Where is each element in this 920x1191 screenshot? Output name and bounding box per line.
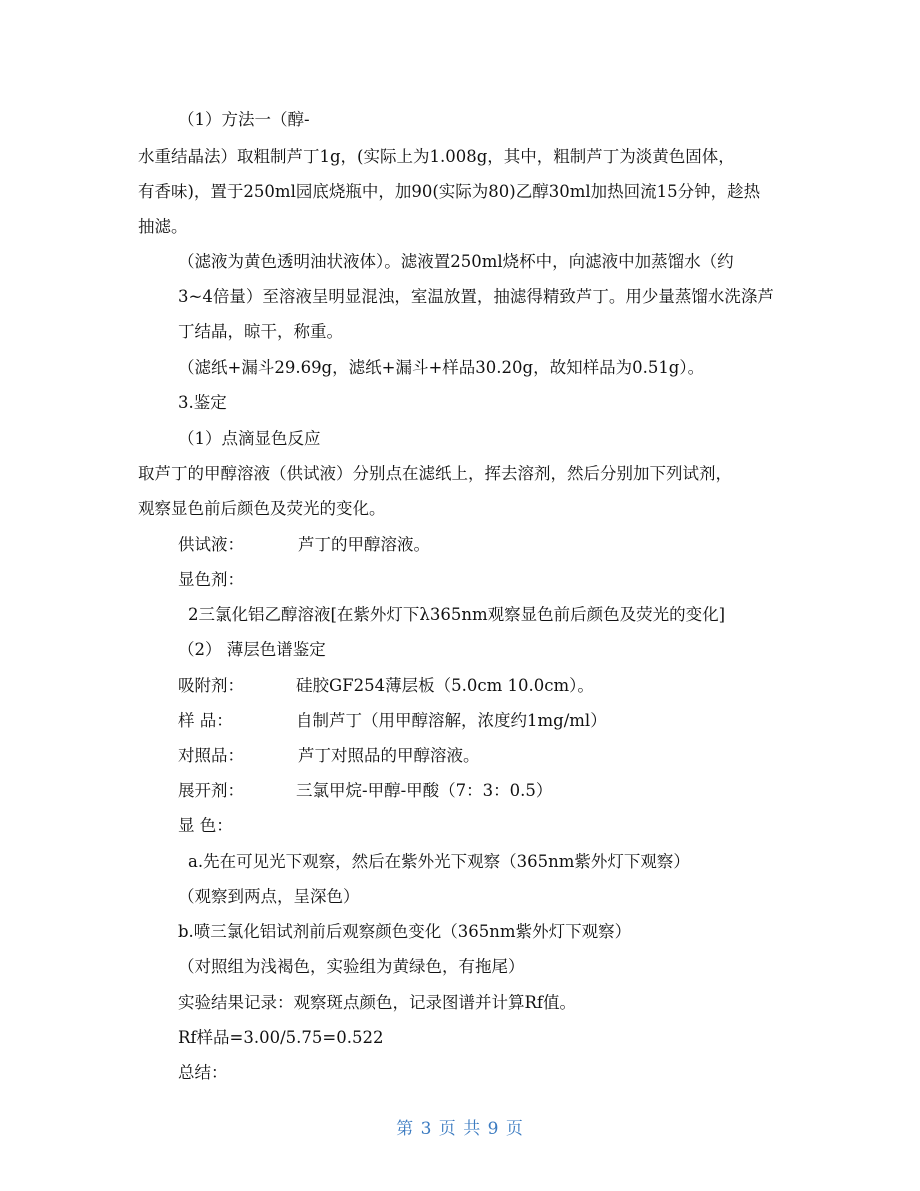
page-number-footer: 第 3 页 共 9 页 bbox=[396, 1119, 524, 1139]
sample-value: 自制芦丁（用甲醇溶解，浓度约1mg/ml） bbox=[296, 711, 607, 730]
paragraph-text: 有香味)，置于250ml园底烧瓶中，加90(实际为80)乙醇30ml加热回流15分钟，趁热 bbox=[138, 182, 761, 201]
section-heading: 3.鉴定 bbox=[178, 393, 227, 412]
paragraph-text: b.喷三氯化铝试剂前后观察颜色变化（365nm紫外灯下观察） bbox=[178, 922, 632, 941]
paragraph-text: 丁结晶，晾干，称重。 bbox=[178, 322, 343, 341]
developer-value: 三氯甲烷-甲醇-甲酸（7：3：0.5） bbox=[296, 781, 553, 800]
sample-label: 样 品： bbox=[178, 711, 233, 730]
paragraph-text: （对照组为浅褐色，实验组为黄绿色，有拖尾） bbox=[178, 957, 525, 976]
reference-row bbox=[178, 744, 480, 768]
sample-row bbox=[178, 709, 607, 733]
paragraph-text: 实验结果记录：观察斑点颜色，记录图谱并计算Rf值。 bbox=[178, 993, 577, 1012]
paragraph-formula: Rf样品=3.00/5.75=0.522 bbox=[178, 1028, 384, 1047]
paragraph-text: （滤液为黄色透明油状液体）。滤液置250ml烧杯中，向滤液中加蒸馏水（约 bbox=[178, 252, 734, 271]
paragraph-method-heading: （1）方法一（醇- bbox=[178, 110, 310, 129]
paragraph-text: 观察显色前后颜色及荧光的变化。 bbox=[138, 499, 386, 518]
paragraph-summary: 总结： bbox=[178, 1063, 228, 1082]
paragraph-text: 取芦丁的甲醇溶液（供试液）分别点在滤纸上，挥去溶剂，然后分别加下列试剂， bbox=[138, 464, 732, 483]
reference-value: 芦丁对照品的甲醇溶液。 bbox=[298, 746, 480, 765]
color-reagent-label: 显色剂： bbox=[178, 570, 244, 589]
color-label: 显 色： bbox=[178, 816, 233, 835]
subsection-heading: （1）点滴显色反应 bbox=[178, 429, 321, 448]
paragraph-text: 抽滤。 bbox=[138, 217, 188, 236]
subsection-heading: （2） 薄层色谱鉴定 bbox=[178, 640, 326, 659]
paragraph-text: a.先在可见光下观察，然后在紫外光下观察（365nm紫外灯下观察） bbox=[188, 852, 690, 871]
adsorbent-value: 硅胶GF254薄层板（5.0cm 10.0cm）。 bbox=[296, 676, 594, 695]
test-solution-value: 芦丁的甲醇溶液。 bbox=[298, 535, 430, 554]
test-solution-row bbox=[178, 533, 430, 557]
adsorbent-row bbox=[178, 674, 594, 698]
developer-row bbox=[178, 779, 552, 803]
paragraph-text: （观察到两点，呈深色） bbox=[178, 887, 360, 906]
paragraph-text: 3~4倍量）至溶液呈明显混浊，室温放置，抽滤得精致芦丁。用少量蒸馏水洗涤芦 bbox=[178, 287, 774, 306]
paragraph-text: 水重结晶法）取粗制芦丁1g，(实际上为1.008g，其中，粗制芦丁为淡黄色固体， bbox=[138, 147, 735, 166]
paragraph-reagent: 2三氯化铝乙醇溶液[在紫外灯下λ365nm观察显色前后颜色及荧光的变化] bbox=[188, 605, 726, 624]
developer-label: 展开剂： bbox=[178, 781, 244, 800]
paragraph-weights: （滤纸+漏斗29.69g，滤纸+漏斗+样品30.20g，故知样品为0.51g）。 bbox=[178, 358, 705, 377]
test-solution-label: 供试液： bbox=[178, 535, 244, 554]
reference-label: 对照品： bbox=[178, 746, 244, 765]
adsorbent-label: 吸附剂： bbox=[178, 676, 244, 695]
